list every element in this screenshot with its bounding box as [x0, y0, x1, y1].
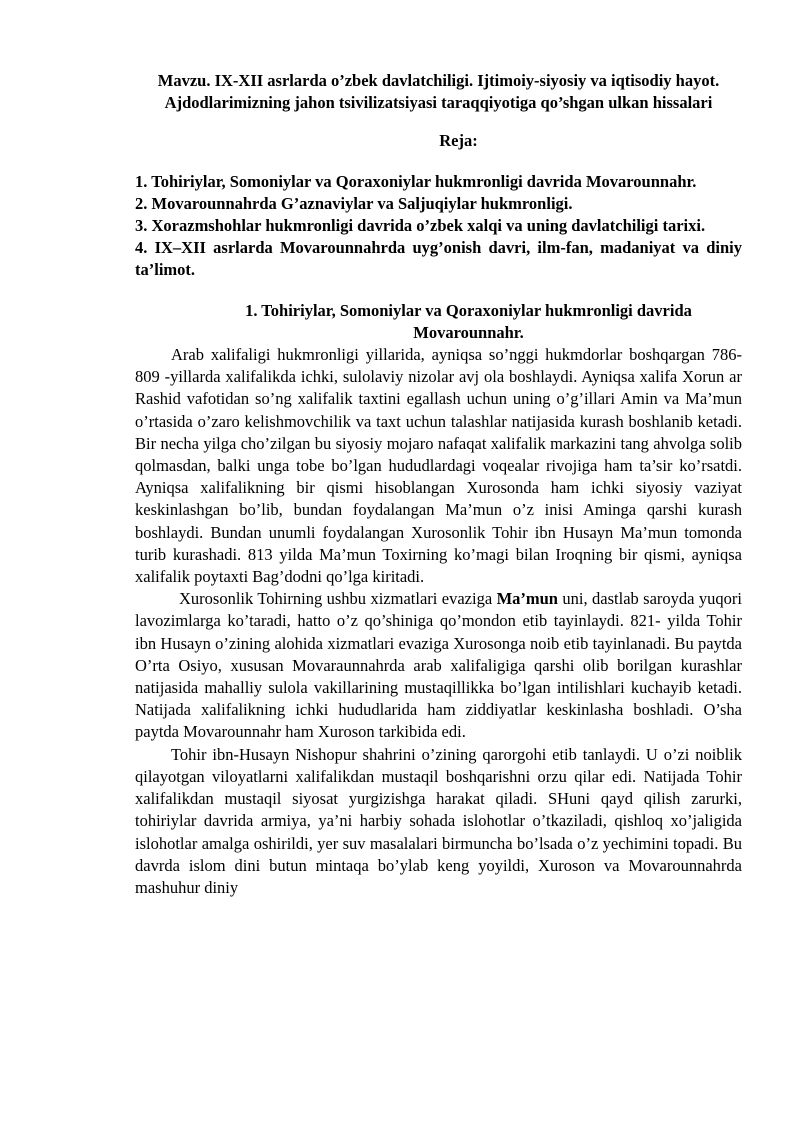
plan-item-4: 4. IX–XII asrlarda Movarounnahrda uyg’onish davri, ilm-fan, madaniyat va diniy ta’limot.: [135, 238, 742, 280]
plan-item-2: 2. Movarounnahrda G’aznaviylar va Saljuqiylar hukmronligi.: [135, 193, 573, 213]
plan-item-1: 1. Tohiriylar, Somoniylar va Qoraxoniylar hukmronligi davrida Movarounnahr.: [135, 171, 697, 191]
plan-item-3: 3. Xorazmshohlar hukmronligi davrida o’zbek xalqi va uning davlatchiligi tarixi.: [135, 216, 706, 236]
paragraph-2: [135, 588, 742, 743]
paragraph-2-before: Xurosonlik Tohirning ushbu xizmatlari evaziga: [179, 589, 497, 609]
document-page: [135, 70, 742, 899]
paragraph-3: Tohir ibn-Husayn Nishopur shahrini o’zining qarorgohi etib tanlaydi. U o’zi noiblik qilayotgan viloyatlarni xalifalikdan mustaqil boshqarishni orzu qilar edi. Natijada Tohir xalifalikdan mustaqil siyosat yurgizishga harakat qiladi. SHuni qayd qilish zarurki, tohiriylar davrida armiya, ya’ni harbiy sohada islohotlar o’tkaziladi, qishloq xo’jaligida islohotlar amalga oshirildi, yer suv masalalari birmuncha bo’lsada o’z yechimini topadi. Bu davrda islom dini butun mintaqa bo’ylab keng yoyildi, Xuroson va Movarounnahrda mashuhur diniy: [135, 744, 742, 897]
paragraph-1: Arab xalifaligi hukmronligi yillarida, ayniqsa so’nggi hukmdorlar boshqargan 786-809 -yillarda xalifalikda ichki, sulolaviy nizolar avj ola boshlaydi. Ayniqsa xalifa Xorun ar Rashid vafotidan so’ng xalifalik taxtini egallash uchun uning o’g’illari Amin va Ma’mun o’rtasida o’zaro kelishmovchilik va taxt uchun talashlar natijasida kurash boshlanib ketadi. Bir necha yilga cho’zilgan bu siyosiy mojaro nafaqat xalifalik markazini tang ahvolga solib qolmasdan, balki unga tobe bo’lgan hududlardagi voqealar rivojiga ham ta’sir ko’rsatdi. Ayniqsa xalifalikning bir qismi hisoblangan Xurosonda ham ichki siyosiy vaziyat keskinlashgan bo’lib, bundan foydalangan Ma’mun o’z inisi Aminga qarshi kurash boshlaydi. Bundan unumli foydalangan Xurosonlik Tohir ibn Husayn Ma’mun tomonda turib kurashadi. 813 yilda Ma’mun Toxirning ko’magi bilan Iroqning bir qismi, ayniqsa xalifalik poytaxti Bag’dodni qo’lga kiritadi.: [135, 345, 742, 587]
document-title: Mavzu. IX-XII asrlarda o’zbek davlatchiligi. Ijtimoiy-siyosiy va iqtisodiy hayot. Ajdodlarimizning jahon tsivilizatsiyasi taraqqiyotiga qo’shgan ulkan hissalari: [157, 71, 720, 113]
plan-heading: Reja:: [439, 131, 478, 151]
paragraph-2-after: uni, dastlab saroyda yuqori lavozimlarga ko’taradi, hatto o’z qo’shiniga qo’mondon etib tayinlaydi. 821- yilda Tohir ibn Husayn o’zining alohida xizmatlari evaziga Xurosonga noib etib tayinlanadi. Bu paytda O’rta Osiyo, xususan Movaraunnahrda arab xalifaligiga qarshi olib borilgan kurashlar natijasida mahalliy sulola vakillarining mustaqillikka bo’lgan intilishlari kuchayib ketadi. Natijada xalifalikning ichki hududlarida ham ziddiyatlar keskinlasha boshladi. O’sha paytda Movarounnahr ham Xuroson tarkibida edi.: [135, 589, 742, 742]
paragraph-2-bold: Ma’mun: [496, 589, 558, 609]
section-heading: 1. Tohiriylar, Somoniylar va Qoraxoniylar hukmronligi davrida Movarounnahr.: [245, 300, 692, 342]
plan-list: [135, 171, 742, 282]
